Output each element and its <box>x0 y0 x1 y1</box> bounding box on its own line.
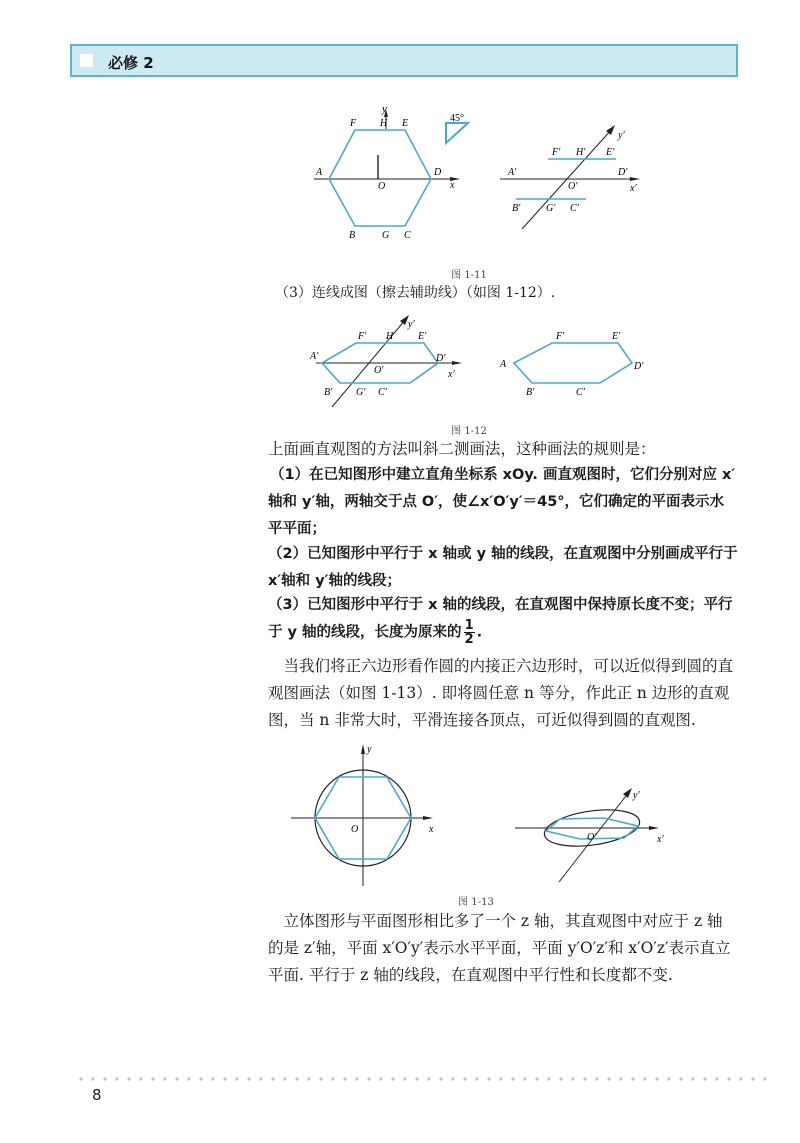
label-x-prime: x′ <box>448 369 455 380</box>
label-A-prime: A′ <box>310 351 319 362</box>
figure-1-11-caption: 图 1-11 <box>451 270 487 281</box>
header-title: 必修 2 <box>108 54 154 72</box>
figure-1-12-caption: 图 1-12 <box>451 426 487 437</box>
label-B: B <box>349 230 356 241</box>
label-F: F <box>350 118 357 129</box>
step3-text: （3）连线成图（擦去辅助线）（如图 1-12）. <box>275 285 556 301</box>
figure-1-13-caption: 图 1-13 <box>458 897 494 908</box>
rule-1-text: （1）在已知图形中建立直角坐标系 xOy. 画直观图时，它们分别对应 x′轴和 y′轴，两轴交于点 O′，使∠x′O′y′＝45°，它们确定的平面表示水平平面； <box>268 467 736 537</box>
label-x-prime: x′ <box>657 834 664 845</box>
label-O: O <box>351 824 359 835</box>
label-C: C <box>404 230 411 241</box>
label-E-prime: E′ <box>612 331 621 342</box>
intro-text: 上面画直观图的方法叫斜二测画法，这种画法的规则是： <box>268 440 656 458</box>
circle-paragraph: 当我们将正六边形看作圆的内接正六边形时，可以近似得到圆的直观图画法（如图 1-13）. 即将圆任意 n 等分，作此正 n 边形的直观图，当 n 非常大时，平滑连接各顶点，可近似得到圆的直观图. <box>268 657 734 729</box>
label-O: O <box>378 181 386 192</box>
label-y: y <box>382 103 387 115</box>
label-x: x <box>450 180 455 191</box>
label-A-prime: A′ <box>508 167 517 178</box>
label-E: E <box>402 118 409 129</box>
fraction-one-half <box>464 619 475 646</box>
figure-1-11 <box>300 95 670 245</box>
label-E-prime: E′ <box>418 331 427 342</box>
label-A: A <box>316 167 323 178</box>
label-H: H <box>380 118 388 129</box>
fraction-denominator: 2 <box>464 632 474 647</box>
label-D-prime: D′ <box>618 167 628 178</box>
fraction-numerator: 1 <box>464 618 474 633</box>
label-C-prime: C′ <box>576 387 585 398</box>
label-B-prime: B′ <box>324 387 333 398</box>
angle-45-label: 45° <box>450 113 464 124</box>
rule-3-text <box>268 592 738 647</box>
label-B-prime: B′ <box>526 387 535 398</box>
label-H: H <box>386 331 394 342</box>
label-x: x <box>429 824 434 835</box>
header-square-icon <box>80 54 93 67</box>
label-H-prime: H′ <box>576 147 586 158</box>
footer-dotted-line <box>75 1077 775 1081</box>
label-A: A <box>500 359 507 370</box>
label-D: D <box>434 167 442 178</box>
label-D-prime: D′ <box>436 353 446 364</box>
rule-2-text: （2）已知图形中平行于 x 轴或 y 轴的线段，在直观图中分别画成平行于 x′轴和 y′轴的线段； <box>268 546 738 589</box>
label-O-prime: O′ <box>374 365 384 376</box>
label-F-prime: F′ <box>556 331 565 342</box>
label-O-prime: O′ <box>587 832 597 843</box>
label-G: G <box>382 230 390 241</box>
label-D-prime: D′ <box>634 361 644 372</box>
label-F-prime: F′ <box>358 331 367 342</box>
label-y-prime: y′ <box>618 130 625 141</box>
figure-1-13 <box>285 740 675 890</box>
label-F-prime: F′ <box>552 147 561 158</box>
rule-3-main: （3）已知图形中平行于 x 轴的线段，在直观图中保持原长度不变；平行于 y 轴的线段，长度为原来的 <box>268 597 733 641</box>
label-y-prime: y′ <box>633 790 640 801</box>
label-y-prime: y′ <box>408 319 415 330</box>
label-x-prime: x′ <box>630 183 637 194</box>
label-C-prime: C′ <box>378 387 387 398</box>
header-bar <box>70 44 738 77</box>
solid-paragraph: 立体图形与平面图形相比多了一个 z 轴，其直观图中对应于 z 轴的是 z′轴，平面 x′O′y′表示水平平面，平面 y′O′z′和 x′O′z′表示直立平面. 平行于 z 轴的线段，在直观图中平行性和长度都不变. <box>268 912 731 984</box>
label-G-prime: G′ <box>546 203 556 214</box>
label-O-prime: O′ <box>568 181 578 192</box>
rule-3-end: . <box>476 624 483 641</box>
label-G-prime: G′ <box>356 387 366 398</box>
label-y: y <box>367 744 372 755</box>
page-number: 8 <box>92 1086 102 1104</box>
label-C-prime: C′ <box>570 203 579 214</box>
figure-1-12 <box>300 305 670 415</box>
label-E-prime: E′ <box>606 147 615 158</box>
label-B-prime: B′ <box>512 203 521 214</box>
